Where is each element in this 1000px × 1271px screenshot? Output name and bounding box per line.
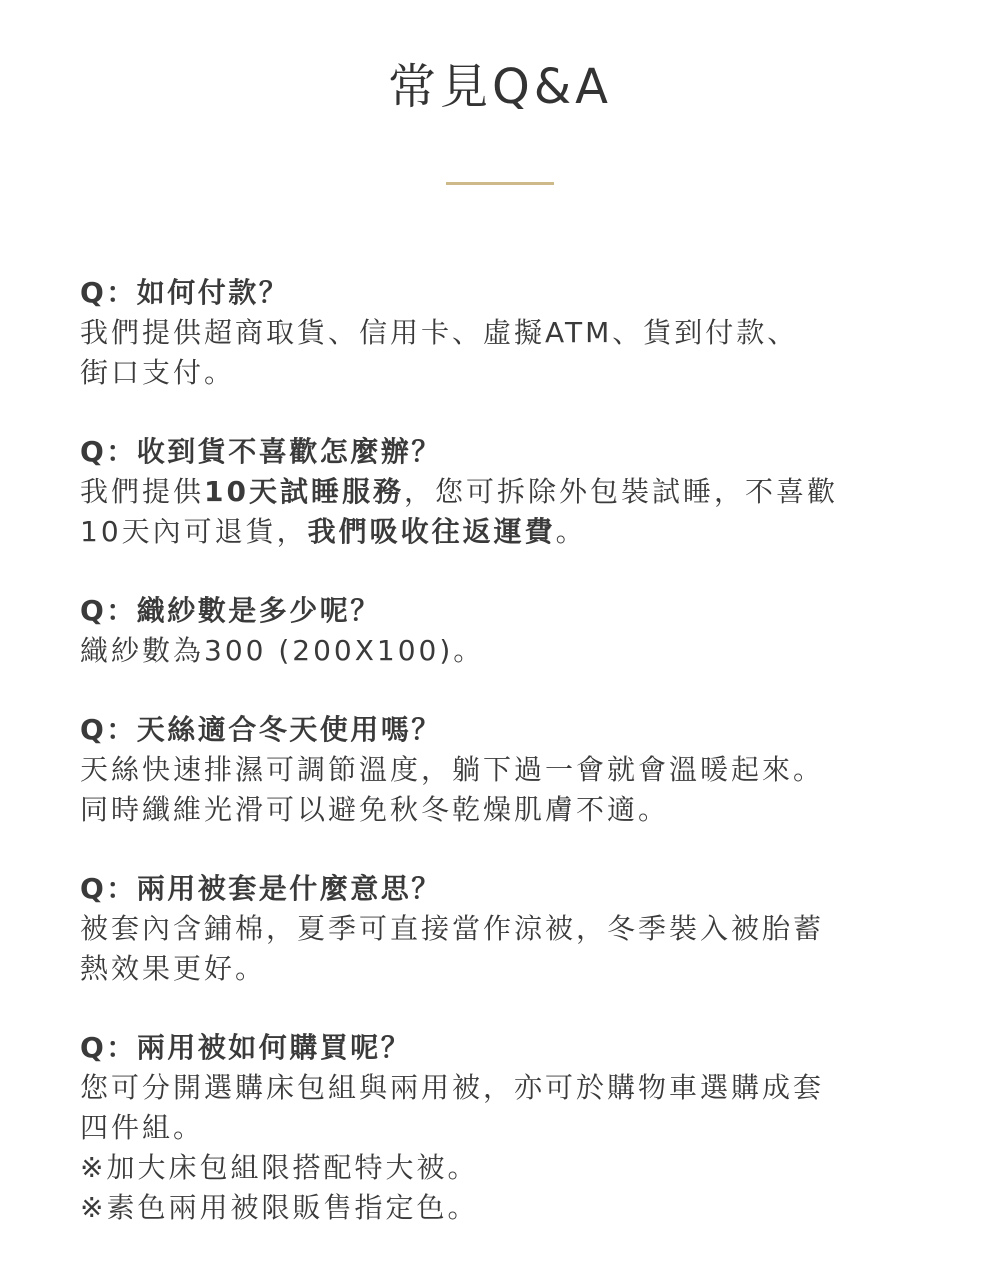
question: Q：天絲適合冬天使用嗎？ [80,713,442,746]
answer-line: ※加大床包組限搭配特大被。 [80,1151,479,1184]
qa-item-payment [80,273,940,393]
answer-line: 10天內可退貨，我們吸收往返運費。 [80,515,587,548]
answer-line: 您可分開選購床包組與兩用被，亦可於購物車選購成套 [80,1071,825,1104]
answer-line: 同時纖維光滑可以避免秋冬乾燥肌膚不適。 [80,793,670,826]
answer-line: ※素色兩用被限販售指定色。 [80,1191,479,1224]
question: Q：織紗數是多少呢？ [80,594,381,627]
question: Q：如何付款？ [80,276,290,309]
answer-line: 四件組。 [80,1111,205,1144]
emphasis-text: 10天試睡服務 [204,475,404,508]
question: Q：收到貨不喜歡怎麼辦？ [80,435,442,468]
answer-line: 天絲快速排濕可調節溫度，躺下過一會就會溫暖起來。 [80,753,825,786]
qa-item-return [80,432,940,552]
qa-item-how-to-buy [80,1028,940,1228]
answer-line: 織紗數為300 (200X100)。 [80,634,485,667]
question: Q：兩用被套是什麼意思？ [80,872,442,905]
answer-line: 我們提供超商取貨、信用卡、虛擬ATM、貨到付款、 [80,316,799,349]
title-divider [446,182,554,185]
qa-item-dual-use-cover [80,869,940,989]
question: Q：兩用被如何購買呢？ [80,1031,412,1064]
page-title: 常見Q&A [387,59,613,115]
emphasis-text: 我們吸收往返運費 [307,515,556,548]
qa-list [80,273,940,1267]
answer-line: 街口支付。 [80,356,236,389]
answer-line: 熱效果更好。 [80,952,267,985]
qa-item-thread-count [80,591,940,671]
answer-line: 被套內含鋪棉，夏季可直接當作涼被，冬季裝入被胎蓄 [80,912,825,945]
qa-item-tencel-winter [80,710,940,830]
answer-line: 我們提供10天試睡服務，您可拆除外包裝試睡，不喜歡 [80,475,838,508]
